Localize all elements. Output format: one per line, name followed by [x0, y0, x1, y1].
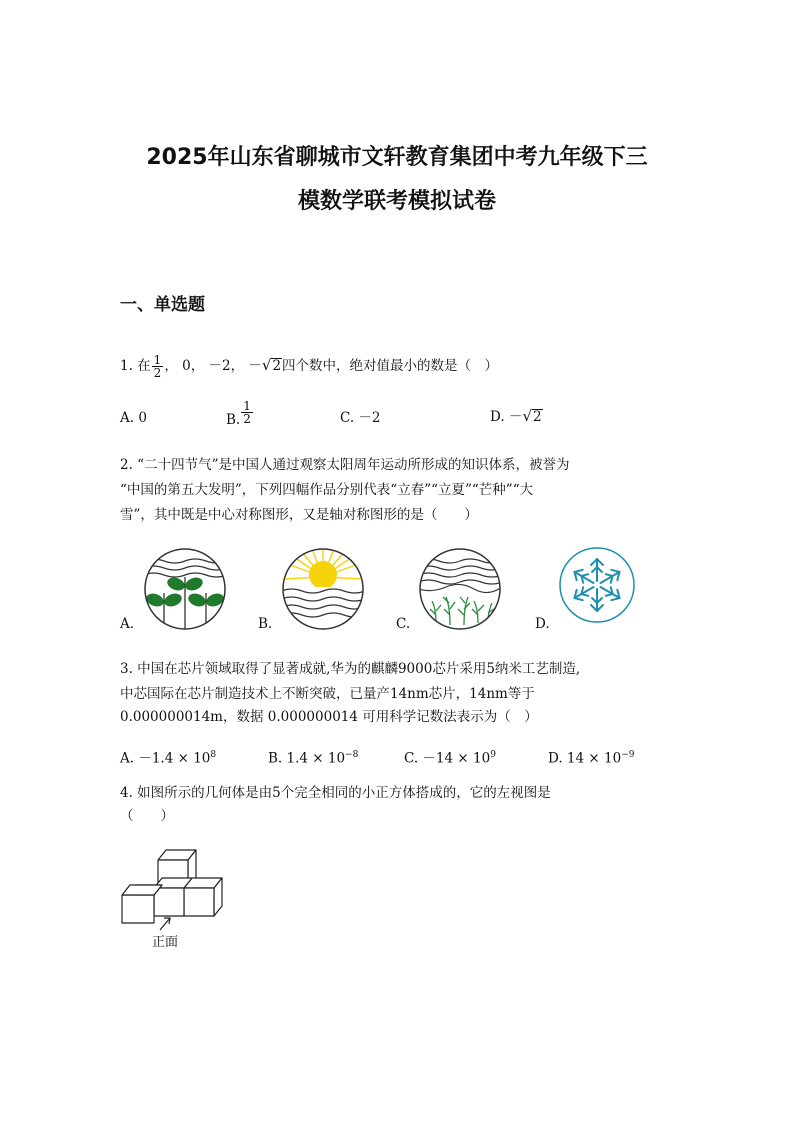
q1-option-c[interactable]: C. －2 — [340, 410, 381, 426]
q3-option-b[interactable]: B. $1.4 \times 10^{-8}$ — [268, 750, 359, 767]
sqrt-icon: √ — [261, 356, 272, 374]
sqrt-icon: √ — [522, 407, 532, 425]
question-4-line2: （ ） — [120, 808, 174, 824]
q2-option-a[interactable]: A. — [120, 616, 135, 632]
question-2-line2: “中国的第五大发明”，下列四幅作品分别代表“立春”“立夏”“芒种”“大 — [120, 482, 534, 498]
page-title-line1: 2025年山东省聊城市文轩教育集团中考九年级下三 — [146, 145, 648, 170]
question-3-line3: 0.000000014m，数据 0.000000014 可用科学记数法表示为（ ） — [120, 709, 538, 725]
question-3-line1: 3. 中国在芯片领域取得了显著成就,华为的麒麟9000芯片采用5纳米工艺制造, — [120, 661, 581, 677]
q3-option-c[interactable]: C. $-14 \times 10^9$ — [404, 750, 496, 767]
section-heading: 一、单选题 — [120, 295, 205, 315]
q1-option-d[interactable]: D. －√2 — [490, 407, 542, 425]
q1-lead: 1. 在 — [120, 358, 151, 374]
q1-option-a[interactable]: A. 0 — [120, 410, 147, 426]
question-1 — [120, 354, 498, 379]
snowflake-icon[interactable] — [557, 545, 637, 625]
q3-option-a[interactable]: A. $-1.4 \times 10^8$ — [120, 750, 217, 767]
q2-option-c[interactable]: C. — [396, 616, 411, 632]
q3-option-d[interactable]: D. $14 \times 10^{-9}$ — [548, 750, 635, 767]
question-3-line2: 中芯国际在芯片制造技术上不断突破，已量产14nm芯片，14nm等于 — [120, 686, 535, 702]
q1-option-b[interactable]: B. $\frac{1}{2}$ — [226, 399, 251, 428]
q1-fraction: $\frac{1}{2}$ — [153, 353, 162, 380]
q1-mid: ， 0， －2， － — [164, 358, 262, 374]
sun-icon[interactable] — [281, 547, 365, 631]
page-title-line2: 模数学联考模拟试卷 — [297, 189, 496, 214]
q2-option-b[interactable]: B. — [258, 616, 273, 632]
grain-icon[interactable] — [418, 547, 502, 631]
question-4-line1: 4. 如图所示的几何体是由5个完全相同的小正方体搭成的，它的左视图是 — [120, 785, 551, 801]
q2-option-d[interactable]: D. — [535, 616, 550, 632]
arrow-icon — [160, 918, 170, 930]
cube-stack-figure — [118, 846, 228, 936]
q1-tail: 四个数中，绝对值最小的数是（ ） — [282, 358, 499, 374]
q1-radicand: 2 — [272, 358, 282, 374]
sprout-icon[interactable] — [143, 547, 227, 631]
question-2-line3: 雪”，其中既是中心对称图形，又是轴对称图形的是（ ） — [120, 507, 478, 523]
question-2-line1: 2. “二十四节气”是中国人通过观察太阳周年运动所形成的知识体系，被誉为 — [120, 457, 570, 473]
front-view-caption: 正面 — [152, 935, 179, 950]
